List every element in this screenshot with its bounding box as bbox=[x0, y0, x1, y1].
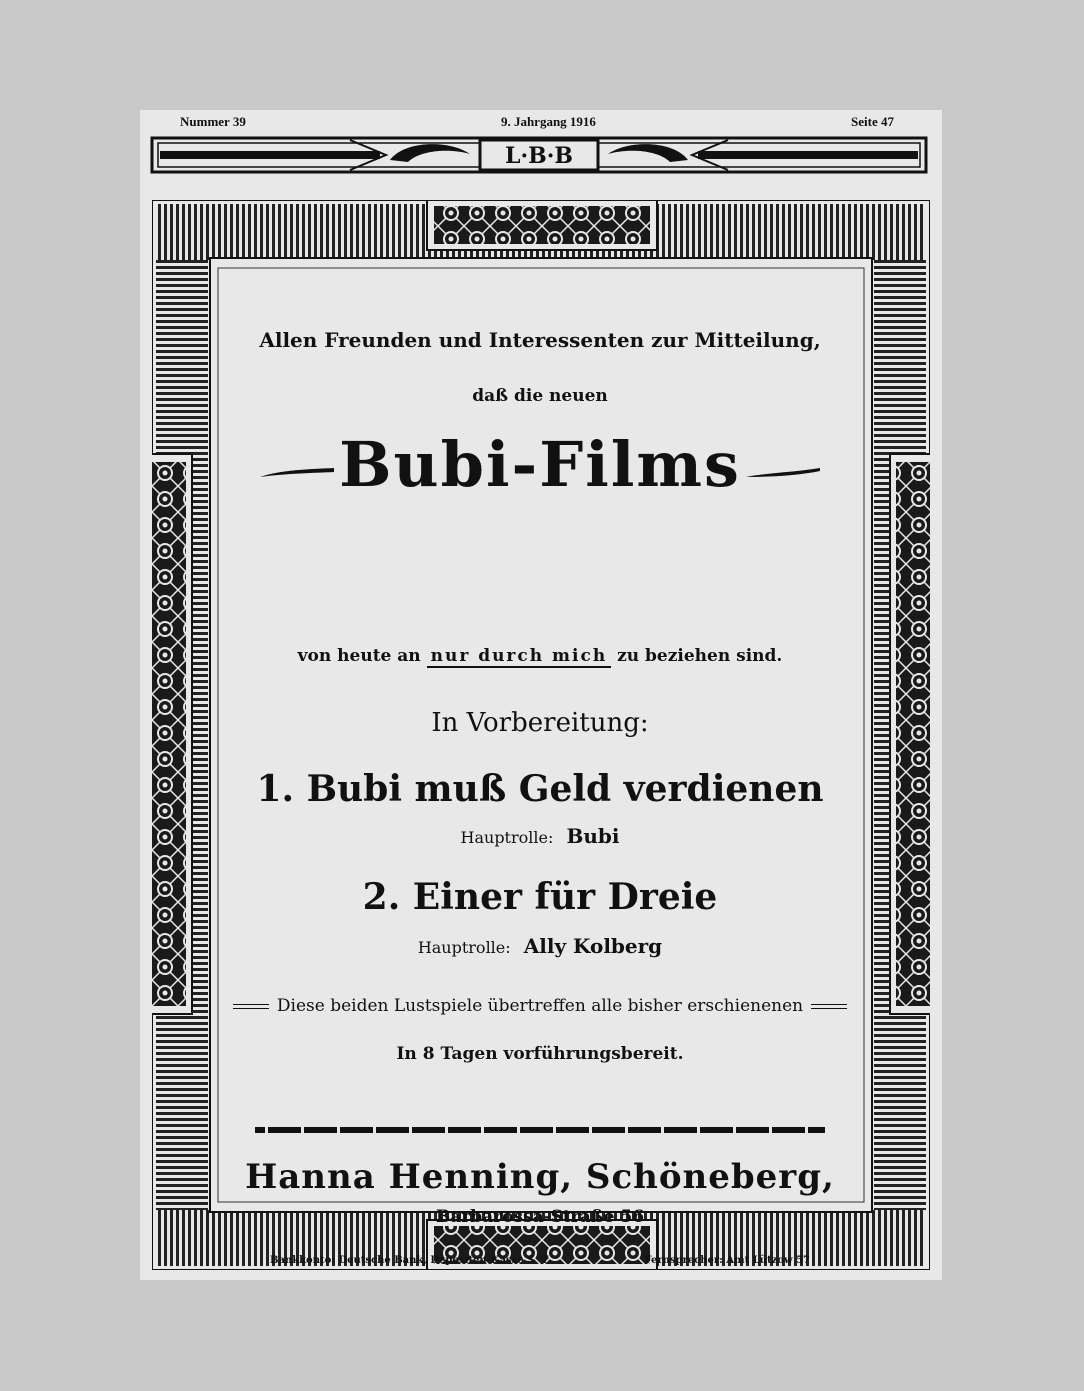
page-number: Seite 47 bbox=[851, 114, 894, 129]
ad-intro: Allen Freunden und Interessenten zur Mitteilung, bbox=[259, 328, 821, 352]
rule-ornament bbox=[811, 1004, 847, 1009]
film-role-1 bbox=[215, 824, 865, 848]
advertiser-name: Hanna Henning, Schöneberg, bbox=[245, 1157, 835, 1197]
running-head bbox=[180, 114, 894, 132]
flourish-right bbox=[746, 468, 820, 478]
masthead-logo: L·B·B bbox=[505, 143, 573, 169]
headline: Bubi-Films bbox=[339, 428, 741, 501]
ad-intro-2: daß die neuen bbox=[472, 386, 608, 406]
film-role-2 bbox=[215, 934, 865, 958]
volume-year: 9. Jahrgang 1916 bbox=[500, 114, 596, 129]
availability-line bbox=[215, 646, 865, 666]
bank-account: Bankkonto: Deutsche Bank, Depositen-Kasse S. T. bbox=[270, 1255, 551, 1266]
availability-pre: von heute an bbox=[297, 646, 421, 666]
phone-number: Fernsprecher: Amt Lützow 57 bbox=[644, 1255, 810, 1266]
advertiser-block bbox=[215, 1157, 865, 1266]
availability-post: zu beziehen sind. bbox=[617, 646, 783, 666]
note-text: Diese beiden Lustspiele übertreffen alle bisher erschienenen bbox=[276, 996, 804, 1016]
ready-notice: In 8 Tagen vorführungsbereit. bbox=[396, 1044, 684, 1064]
masthead-ornament bbox=[150, 134, 928, 176]
comparison-note bbox=[215, 996, 865, 1016]
contact-row bbox=[270, 1255, 810, 1266]
advertiser-address: Barbarossa-Straße 56 bbox=[435, 1207, 645, 1227]
role-name: Ally Kolberg bbox=[523, 934, 663, 958]
film-title-2: 2. Einer für Dreie bbox=[362, 876, 718, 918]
in-preparation-heading: In Vorbereitung: bbox=[431, 708, 649, 738]
role-name: Bubi bbox=[566, 824, 620, 848]
issue-number: Nummer 39 bbox=[180, 114, 246, 129]
role-label: Hauptrolle: bbox=[460, 828, 554, 847]
newspaper-page bbox=[140, 110, 942, 1280]
rule-ornament bbox=[233, 1004, 269, 1009]
film-title-1: 1. Bubi muß Geld verdienen bbox=[256, 768, 824, 810]
advertisement bbox=[215, 268, 865, 1200]
availability-emphasis: nur durch mich bbox=[427, 646, 612, 668]
role-label: Hauptrolle: bbox=[417, 938, 511, 957]
dashed-rule bbox=[255, 1126, 825, 1134]
